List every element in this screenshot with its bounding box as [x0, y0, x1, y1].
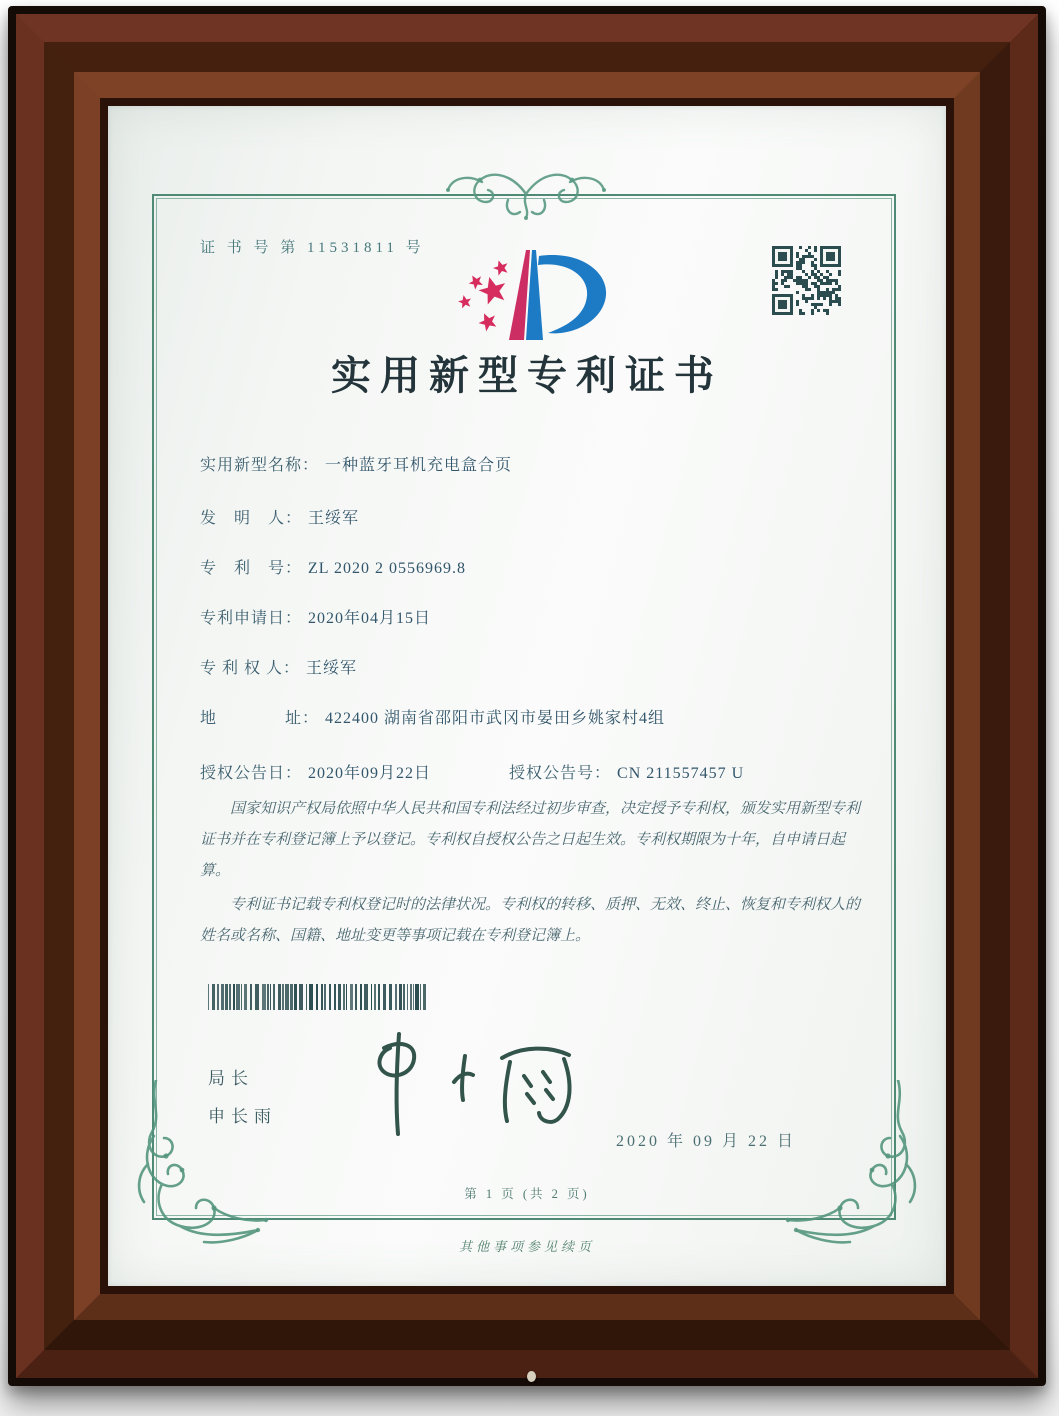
barcode — [208, 984, 428, 1010]
field-row-inventor — [200, 505, 359, 528]
frame-inner-lip — [100, 98, 954, 1294]
legal-paragraph-2: 专利证书记载专利权登记时的法律状况。专利权的转移、质押、无效、终止、恢复和专利权人的姓名或名称、国籍、地址变更等事项记载在专利登记簿上。 — [200, 897, 861, 944]
signer-name: 申长雨 — [208, 1107, 277, 1126]
field-value: 2020年04月15日 — [308, 610, 432, 627]
field-value: 王绥军 — [306, 660, 358, 677]
qr-code — [772, 246, 841, 315]
field-value: 一种蓝牙耳机充电盒合页 — [325, 457, 513, 474]
field-row-patent-number — [200, 555, 466, 578]
grant-number-value: CN 211557457 U — [617, 765, 745, 782]
cnipa-patent-logo — [438, 242, 616, 348]
field-row-filing-date — [200, 605, 431, 628]
legal-text-block — [200, 794, 860, 955]
field-value: 2020年09月22日 — [308, 765, 432, 782]
frame-middle-band — [44, 42, 1010, 1350]
certificate-number: 证 书 号 第 11531811 号 — [200, 240, 425, 256]
certificate-paper — [108, 106, 946, 1286]
wooden-picture-frame — [8, 6, 1046, 1386]
field-value: ZL 2020 2 0556969.8 — [308, 560, 466, 577]
field-label: 实用新型名称： — [200, 457, 320, 474]
frame-outer-band — [16, 14, 1038, 1378]
legal-paragraph-1: 国家知识产权局依照中华人民共和国专利法经过初步审查，决定授予专利权，颁发实用新型专利证书并在专利登记簿上予以登记。专利权自授权公告之日起生效。专利权期限为十年，自申请日起算。 — [200, 801, 861, 879]
handwritten-signature — [326, 1028, 588, 1140]
issue-date: 2020 年 09 月 22 日 — [616, 1133, 797, 1150]
field-label: 发 明 人： — [200, 510, 303, 527]
continuation-note: 其他事项参见续页 — [458, 1239, 595, 1254]
frame-highlight-band — [74, 72, 980, 1320]
field-label: 专 利 号： — [200, 560, 303, 577]
field-row-patentee — [200, 655, 357, 678]
certificate-title: 实用新型专利证书 — [331, 353, 723, 398]
field-label: 专 利 权 人： — [200, 660, 301, 677]
field-label: 专利申请日： — [200, 610, 303, 627]
frame-hanger-screw — [527, 1371, 536, 1382]
field-value: 王绥军 — [308, 510, 360, 527]
grant-number-label: 授权公告号： — [509, 765, 612, 782]
field-value: 422400 湖南省邵阳市武冈市晏田乡姚家村4组 — [325, 710, 666, 727]
top-flourish-ornament — [408, 160, 644, 224]
field-row-grant-date — [200, 760, 744, 783]
field-label: 地 址： — [200, 710, 320, 727]
bottom-right-flourish-ornament — [772, 1080, 928, 1256]
field-row-utility-name — [200, 452, 512, 475]
page-number: 第 1 页 (共 2 页) — [464, 1187, 590, 1201]
field-label: 授权公告日： — [200, 765, 303, 782]
field-row-address — [200, 705, 665, 728]
signer-title: 局长 — [208, 1069, 254, 1088]
